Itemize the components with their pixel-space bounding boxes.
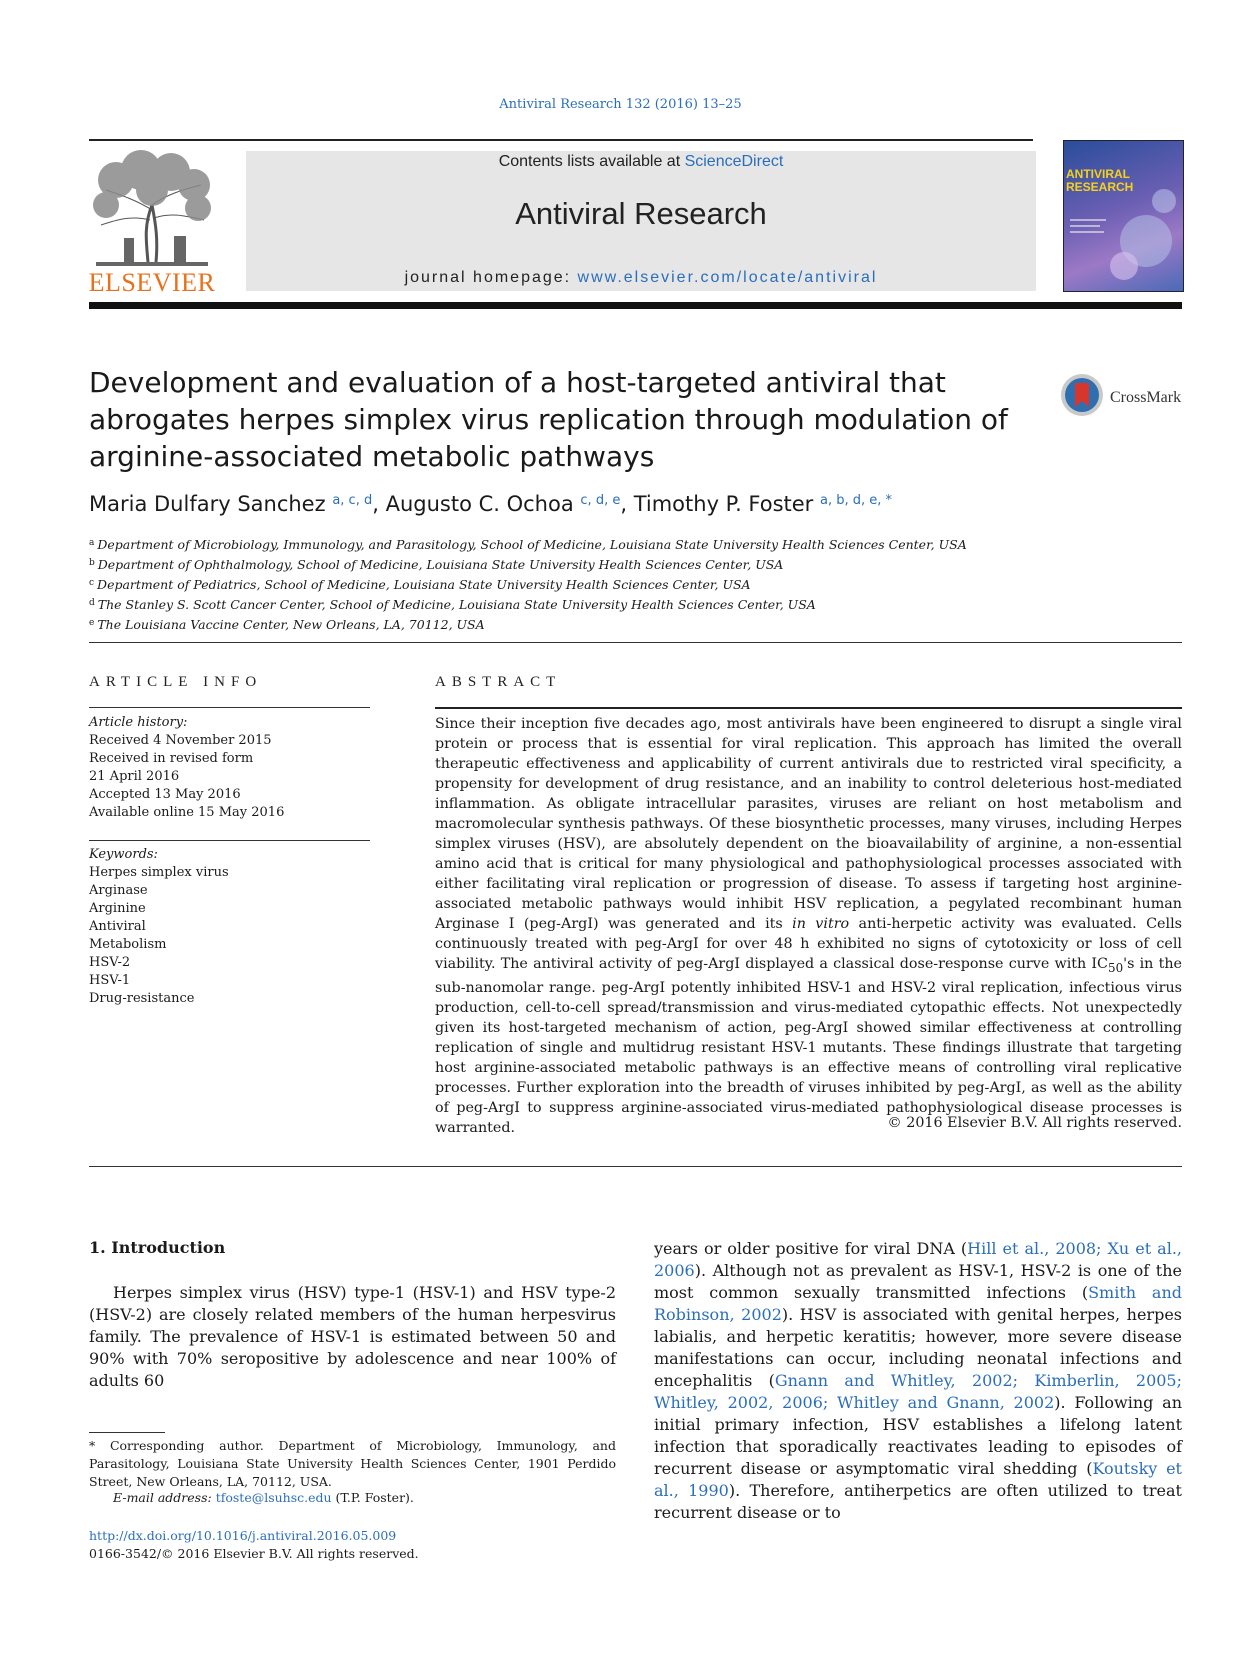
history-entry: Received 4 November 2015 (89, 733, 272, 748)
keyword: Drug-resistance (89, 991, 195, 1006)
article-title: Development and evaluation of a host-targeted antiviral that abrogates herpes simplex virus replication through modulation of arginine-associated metabolic pathways (89, 366, 1008, 473)
body-divider (89, 1166, 1182, 1167)
abstract-text-1: Since their inception five decades ago, most antivirals have been engineered to disrupt a single viral protein or process that is essential for viral replication. This approach has limited the overall therapeutic effectiveness and applicability of current antivirals due to restricted viral specificity, a propensity for development of drug resistance, and an inability to control deleterious host-mediated inflammation. As obligate intracellular parasites, viruses are reliant on host metabolism and macromolecular synthesis pathways. Of these biosynthetic processes, many viruses, including Herpes simplex viruses (HSV), are absolutely dependent on the bioavailability of arginine, a non-essential amino acid that is critical for many physiological and pathophysiological processes associated with either facilitating viral replication or progression of disease. To assess if targeting host arginine-associated metabolic pathways would inhibit HSV replication, a pegylated recombinant human Arginase I (peg-ArgI) was generated and its (435, 716, 1182, 932)
intro-text: ). Although not as prevalent as HSV-1, HSV-2 is one of the most common sexually transmitted infections ( (654, 1261, 1182, 1302)
affiliation (89, 594, 1189, 614)
affiliation-key: e (89, 618, 95, 628)
author-affil-refs[interactable]: c, d, e (580, 493, 621, 508)
crossmark-label[interactable]: CrossMark (1110, 389, 1182, 406)
affiliation-text: The Louisiana Vaccine Center, New Orleans, LA, 70112, USA (97, 617, 485, 632)
abstract-heading: ABSTRACT (435, 674, 562, 690)
keyword: Antiviral (89, 919, 146, 934)
email-line (89, 1489, 616, 1507)
email-link[interactable]: tfoste@lsuhsc.edu (215, 1490, 332, 1505)
citation-link[interactable]: Hill et al., 2008; Xu et al., 2006 (654, 1239, 1183, 1280)
contents-line (246, 153, 1036, 171)
affiliation-text: Department of Microbiology, Immunology, and Parasitology, School of Medicine, Louisiana State University Health Sciences Center, USA (97, 537, 967, 552)
keyword: Arginase (89, 883, 148, 898)
introduction-right-column (654, 1238, 1182, 1524)
affiliation (89, 574, 1189, 594)
cover-art (1064, 141, 1183, 291)
history-entry: Available online 15 May 2016 (89, 805, 285, 820)
footnote-rule (89, 1432, 165, 1433)
journal-cover-thumbnail[interactable] (1063, 140, 1184, 292)
affiliation (89, 554, 1189, 574)
contents-prefix: Contents lists available at (498, 153, 685, 170)
intro-text: years or older positive for viral DNA ( (654, 1239, 968, 1258)
history-entry: Received in revised form (89, 751, 254, 766)
author-name: Maria Dulfary Sanchez (89, 492, 326, 516)
history-rule (89, 840, 370, 841)
citation-link[interactable]: Koutsky et al., 1990 (654, 1459, 1182, 1500)
homepage-link[interactable]: www.elsevier.com/locate/antiviral (577, 269, 878, 286)
affiliation-key: d (89, 598, 95, 608)
cover-title: ANTIVIRAL RESEARCH (1066, 167, 1134, 194)
introduction-left-column: Herpes simplex virus (HSV) type-1 (HSV-1) and HSV type-2 (HSV-2) are closely related members of the human herpesvirus family. The prevalence of HSV-1 is estimated between 50 and 90% with 70% seropositive by adolescence and near 100% of adults 60 (89, 1283, 616, 1390)
author-name: Augusto C. Ochoa (385, 492, 574, 516)
keyword: Metabolism (89, 937, 167, 952)
author-sep: , (620, 492, 634, 516)
affiliation (89, 614, 1189, 634)
history-entry: Accepted 13 May 2016 (89, 787, 241, 802)
affiliation-list (89, 534, 1189, 634)
introduction-heading: 1. Introduction (89, 1238, 226, 1257)
email-label: E-mail address: (113, 1490, 216, 1505)
author-affil-refs[interactable]: a, c, d (332, 493, 373, 508)
section-divider (89, 642, 1182, 643)
affiliation (89, 534, 1189, 554)
author-list (89, 492, 1189, 516)
sciencedirect-link[interactable]: ScienceDirect (684, 153, 784, 170)
intro-text: ). Following an initial primary infection, HSV establishes a lifelong latent infection that sporadically reactivates leading to episodes of recurrent disease or asymptomatic viral shedding ( (654, 1393, 1182, 1478)
article-history (89, 714, 370, 822)
affiliation-key: b (89, 558, 95, 568)
header-bottom-rule (89, 302, 1182, 309)
homepage-prefix: journal homepage: (404, 269, 578, 286)
issn-copyright: 0166-3542/© 2016 Elsevier B.V. All rights reserved. (89, 1546, 419, 1561)
keywords-label: Keywords: (89, 847, 158, 862)
abstract-text-2: anti-herpetic activity was evaluated. Cells continuously treated with peg-ArgI for over 48 h exhibited no signs of cytotoxicity or loss of cell viability. The antiviral activity of peg-ArgI displayed a classical dose-response curve with IC (435, 916, 1182, 972)
keyword: HSV-2 (89, 955, 131, 970)
author-affil-refs[interactable]: a, b, d, e, * (820, 493, 893, 508)
keyword: HSV-1 (89, 973, 131, 988)
affiliation-text: Department of Ophthalmology, School of Medicine, Louisiana State University Health Sciences Center, USA (97, 557, 784, 572)
homepage-line (246, 269, 1036, 287)
author-name: Timothy P. Foster (633, 492, 814, 516)
affiliation-text: Department of Pediatrics, School of Medicine, Louisiana State University Health Sciences Center, USA (97, 577, 751, 592)
corresponding-author-note: * Corresponding author. Department of Microbiology, Immunology, and Parasitology, Louisiana State University Health Sciences Center, 1901 Perdido Street, New Orleans, LA, 70112, USA. (89, 1438, 616, 1489)
affiliation-key: a (89, 538, 95, 548)
intro-text: ). HSV is associated with genital herpes, herpes labialis, and herpetic keratitis; however, more severe disease manifestations can occur, including neonatal infections and encephalitis ( (654, 1305, 1182, 1390)
history-entry: 21 April 2016 (89, 769, 180, 784)
header-top-rule (89, 139, 1033, 141)
article-info-rule (89, 707, 370, 708)
doi-link[interactable]: http://dx.doi.org/10.1016/j.antiviral.2016.05.009 (89, 1528, 397, 1543)
article-info-heading: ARTICLE INFO (89, 674, 263, 690)
citation-link[interactable]: Smith and Robinson, 2002 (654, 1283, 1182, 1324)
citation-link[interactable]: Gnann and Whitley, 2002; Kimberlin, 2005; Whitley, 2002, 2006; Whitley and Gnann, 2002 (654, 1371, 1182, 1412)
keywords (89, 846, 370, 1008)
elsevier-wordmark: ELSEVIER (88, 268, 216, 297)
keyword: Herpes simplex virus (89, 865, 229, 880)
journal-citation[interactable]: Antiviral Research 132 (2016) 13–25 (499, 97, 742, 112)
affiliation-text: The Stanley S. Scott Cancer Center, School of Medicine, Louisiana State University Health Sciences Center, USA (97, 597, 816, 612)
intro-text: ). Therefore, antiherpetics are often utilized to treat recurrent disease or to (654, 1481, 1182, 1522)
journal-name: Antiviral Research (515, 196, 767, 231)
abstract-rule (435, 707, 1182, 709)
crossmark-icon[interactable] (1060, 373, 1104, 417)
abstract-body (435, 714, 1182, 1138)
author-sep: , (372, 492, 386, 516)
abstract-subscript: 50 (1108, 960, 1124, 975)
abstract-italic-term: in vitro (792, 916, 850, 932)
affiliation-key: c (89, 578, 95, 588)
history-label: Article history: (89, 715, 188, 730)
keyword: Arginine (89, 901, 146, 916)
abstract-copyright: © 2016 Elsevier B.V. All rights reserved. (887, 1115, 1182, 1131)
email-suffix: (T.P. Foster). (331, 1490, 414, 1505)
abstract-text-3: 's in the sub-nanomolar range. peg-ArgI potently inhibited HSV-1 and HSV-2 viral replication, infectious virus production, cell-to-cell spread/transmission and virus-mediated cytopathic effects. Not unexpectedly given its host-targeted mechanism of action, peg-ArgI showed similar effectiveness at controlling replication of single and multidrug resistant HSV-1 mutants. These findings illustrate that targeting host arginine-associated metabolic pathways is an effective means of controlling viral replicative processes. Further exploration into the breadth of viruses inhibited by peg-ArgI, as well as the ability of peg-ArgI to suppress arginine-associated virus-mediated pathophysiological disease processes is warranted. (435, 956, 1182, 1136)
